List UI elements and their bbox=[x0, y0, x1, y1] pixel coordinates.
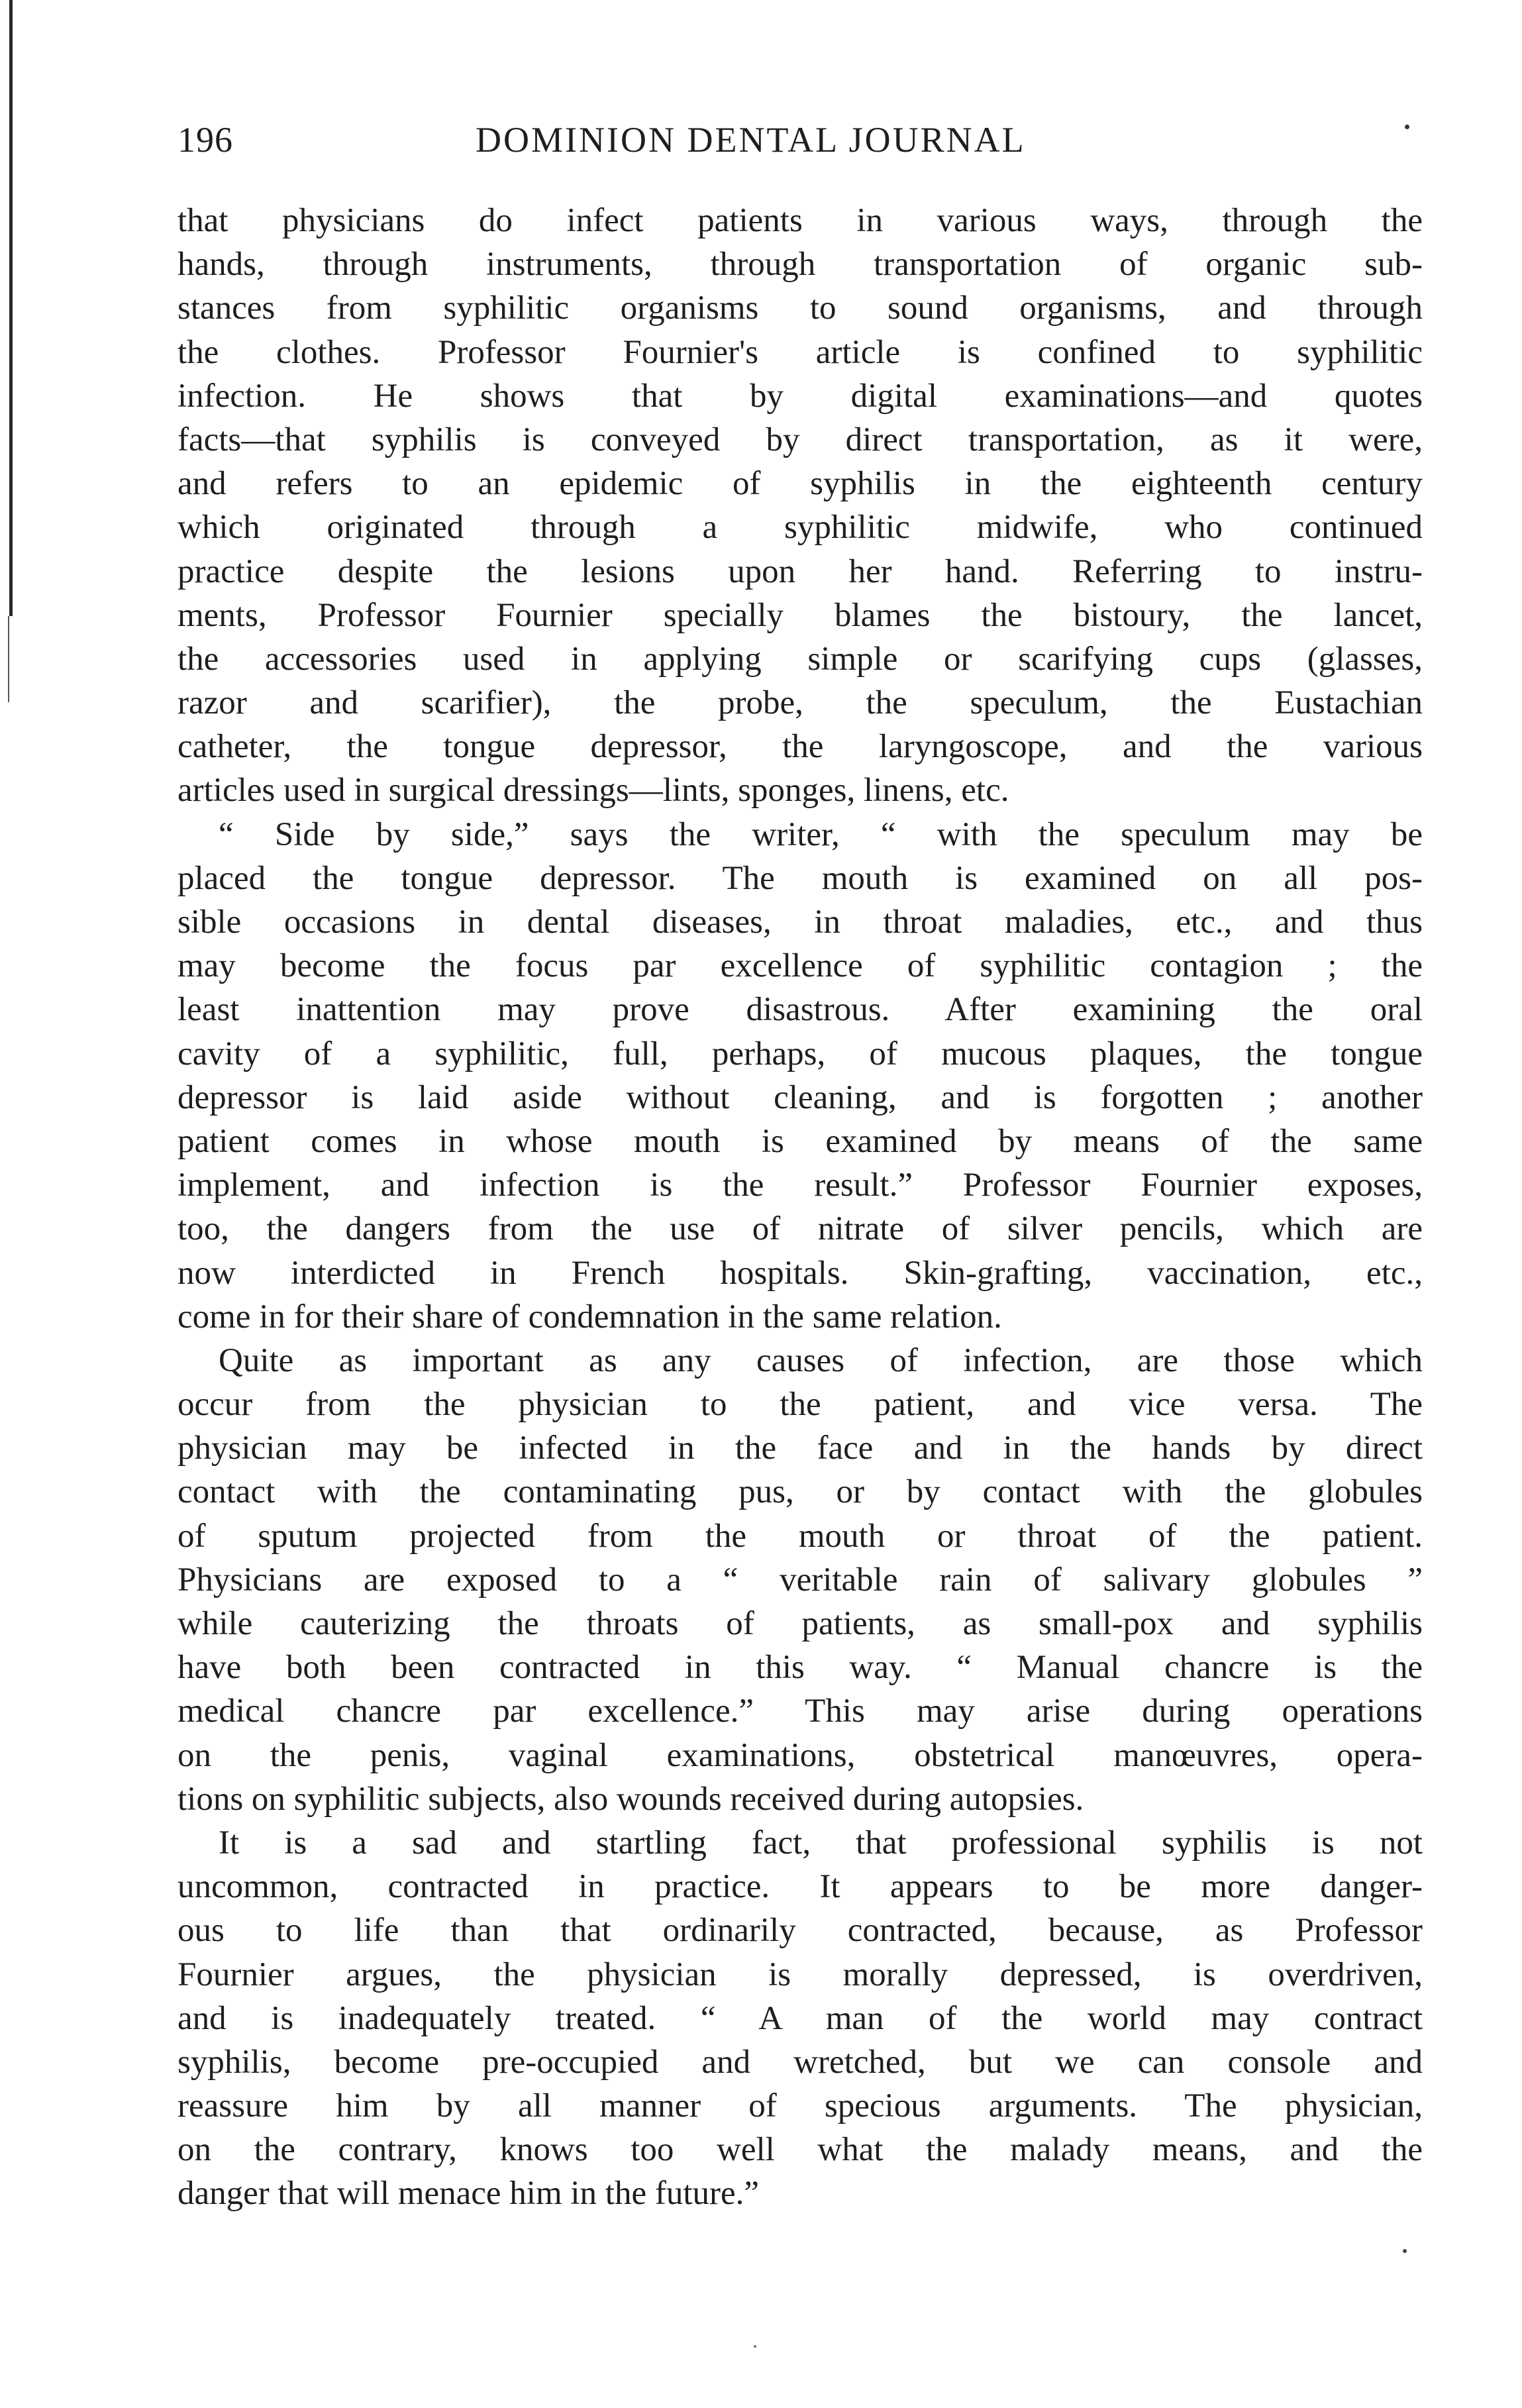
text-line: ous to life than that ordinarily contracted, because, as Professor bbox=[178, 1912, 1423, 1950]
header-speck bbox=[1405, 125, 1409, 129]
article-body bbox=[178, 199, 1423, 2216]
page-speck-bottom bbox=[754, 2345, 756, 2348]
text-line: that physicians do infect patients in various ways, through the bbox=[178, 202, 1423, 239]
text-line: placed the tongue depressor. The mouth is examined on all pos- bbox=[178, 859, 1423, 897]
text-line: while cauterizing the throats of patients, as small-pox and syphilis bbox=[178, 1605, 1423, 1642]
text-line: cavity of a syphilitic, full, perhaps, of mucous plaques, the tongue bbox=[178, 1035, 1423, 1073]
text-line: on the penis, vaginal examinations, obstetrical manœuvres, opera- bbox=[178, 1736, 1423, 1774]
text-line: of sputum projected from the mouth or throat of the patient. bbox=[178, 1517, 1423, 1555]
text-line: too, the dangers from the use of nitrate of silver pencils, which are bbox=[178, 1210, 1423, 1248]
text-line: and refers to an epidemic of syphilis in the eighteenth century bbox=[178, 465, 1423, 503]
binding-edge-line bbox=[9, 0, 13, 616]
text-line: which originated through a syphilitic midwife, who continued bbox=[178, 509, 1423, 547]
text-line: articles used in surgical dressings—lints, sponges, linens, etc. bbox=[178, 772, 1009, 810]
text-line: the clothes. Professor Fournier's article is confined to syphilitic bbox=[178, 333, 1423, 371]
text-line: syphilis, become pre-occupied and wretched, but we can console and bbox=[178, 2043, 1423, 2081]
text-line: “ Side by side,” says the writer, “ with the speculum may be bbox=[219, 815, 1423, 853]
text-line: tions on syphilitic subjects, also wounds received during autopsies. bbox=[178, 1780, 1084, 1818]
text-line: reassure him by all manner of specious arguments. The physician, bbox=[178, 2087, 1423, 2125]
text-line: Fournier argues, the physician is morally depressed, is overdriven, bbox=[178, 1956, 1423, 1993]
text-line: ments, Professor Fournier specially blames the bistoury, the lancet, bbox=[178, 596, 1423, 634]
text-line: the accessories used in applying simple or scarifying cups (glasses, bbox=[178, 640, 1423, 678]
text-line: may become the focus par excellence of syphilitic contagion ; the bbox=[178, 947, 1423, 985]
text-line: infection. He shows that by digital examinations—and quotes bbox=[178, 377, 1423, 415]
text-line: sible occasions in dental diseases, in throat maladies, etc., and thus bbox=[178, 904, 1423, 941]
text-line: contact with the contaminating pus, or by contact with the globules bbox=[178, 1473, 1423, 1511]
text-line: practice despite the lesions upon her hand. Referring to instru- bbox=[178, 552, 1423, 590]
text-line: danger that will menace him in the future.” bbox=[178, 2175, 760, 2213]
text-line: come in for their share of condemnation in the same relation. bbox=[178, 1298, 1002, 1335]
text-line: razor and scarifier), the probe, the speculum, the Eustachian bbox=[178, 684, 1423, 722]
text-line: occur from the physician to the patient, and vice versa. The bbox=[178, 1386, 1423, 1424]
text-line: Quite as important as any causes of infection, are those which bbox=[219, 1341, 1423, 1379]
text-line: stances from syphilitic organisms to sound organisms, and through bbox=[178, 289, 1423, 327]
text-line: It is a sad and startling fact, that professional syphilis is not bbox=[219, 1824, 1423, 1861]
running-title: DOMINION DENTAL JOURNAL bbox=[476, 120, 1026, 160]
text-line: facts—that syphilis is conveyed by direct transportation, as it were, bbox=[178, 421, 1423, 458]
text-line: now interdicted in French hospitals. Skin-grafting, vaccination, etc., bbox=[178, 1254, 1423, 1292]
text-line: physician may be infected in the face and in the hands by direct bbox=[178, 1430, 1423, 1467]
text-line: patient comes in whose mouth is examined by means of the same bbox=[178, 1122, 1423, 1160]
text-line: catheter, the tongue depressor, the laryngoscope, and the various bbox=[178, 728, 1423, 766]
text-line: implement, and infection is the result.” Professor Fournier exposes, bbox=[178, 1167, 1423, 1204]
page-header bbox=[178, 119, 1423, 172]
text-line: uncommon, contracted in practice. It appears to be more danger- bbox=[178, 1868, 1423, 1906]
text-line: have both been contracted in this way. “ Manual chancre is the bbox=[178, 1649, 1423, 1687]
text-line: medical chancre par excellence.” This may arise during operations bbox=[178, 1693, 1423, 1730]
text-line: on the contrary, knows too well what the malady means, and the bbox=[178, 2131, 1423, 2169]
page-speck bbox=[1403, 2249, 1407, 2253]
text-line: least inattention may prove disastrous. After examining the oral bbox=[178, 991, 1423, 1029]
text-line: depressor is laid aside without cleaning, and is forgotten ; another bbox=[178, 1078, 1423, 1116]
text-line: hands, through instruments, through transportation of organic sub- bbox=[178, 246, 1423, 284]
binding-edge-line-lower bbox=[8, 616, 9, 702]
text-line: and is inadequately treated. “ A man of the world may contract bbox=[178, 1999, 1423, 2037]
page-number: 196 bbox=[178, 120, 233, 160]
text-line: Physicians are exposed to a “ veritable rain of salivary globules ” bbox=[178, 1561, 1423, 1598]
